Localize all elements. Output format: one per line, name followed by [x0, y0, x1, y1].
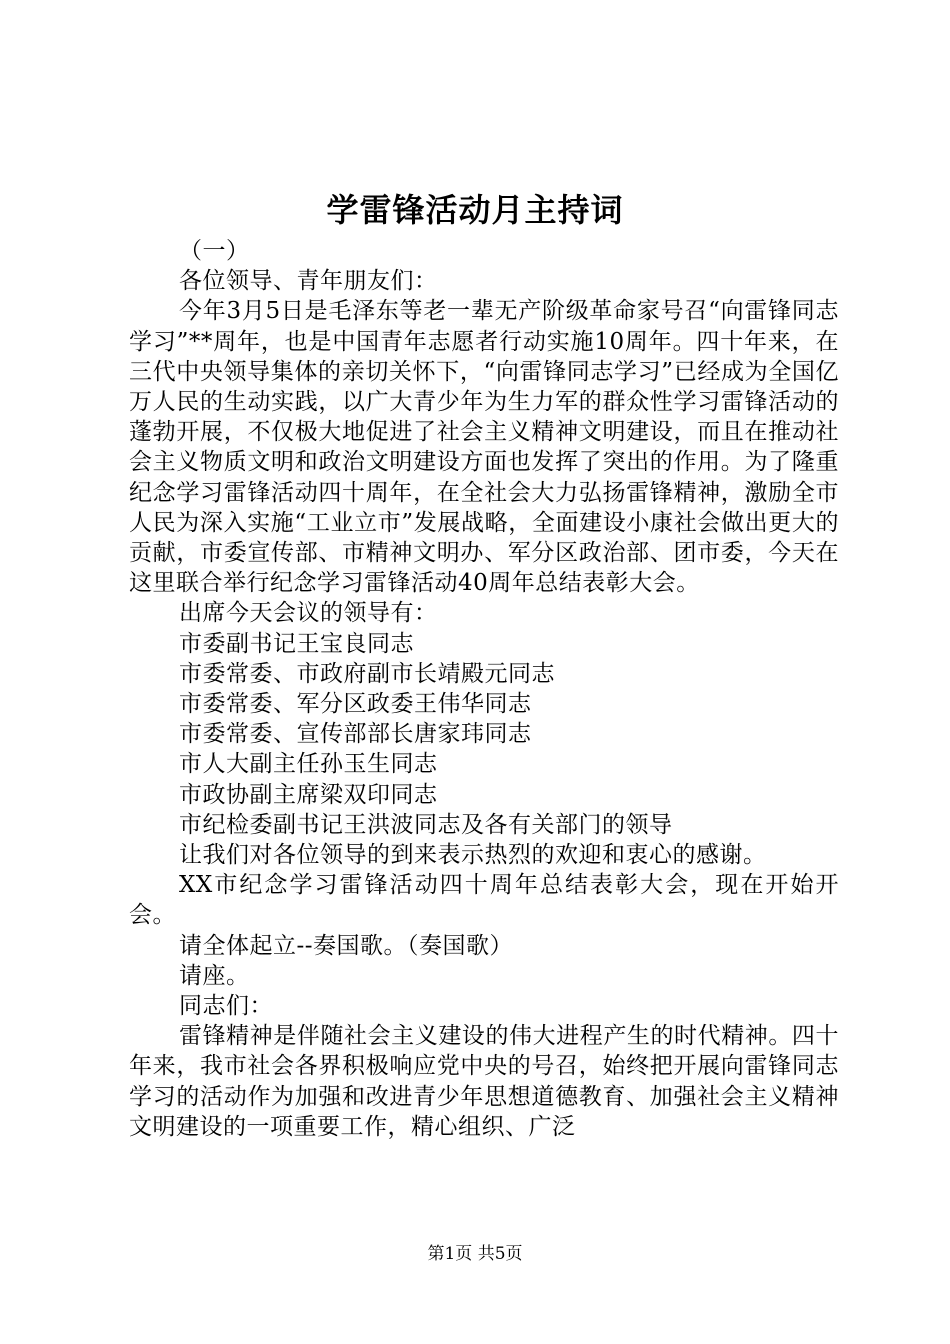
paragraph-leaders-intro: 出席今天会议的领导有：	[179, 600, 438, 627]
paragraph-lei-feng-spirit: 雷锋精神是伴随社会主义建设的伟大进程产生的时代精神。四十年来，我市社会各界积极响应党中央的号召，始终把开展向雷锋同志学习的活动作为加强和改进青少年思想道德教育、加强社会主义精神文明建设的一项重要工作，精心组织、广泛	[129, 1023, 839, 1140]
paragraph-leader: 市人大副主任孙玉生同志	[179, 751, 438, 778]
paragraph-greeting: 各位领导、青年朋友们：	[179, 268, 438, 295]
document-title: 学雷锋活动月主持词	[326, 191, 624, 229]
paragraph-meeting-start: XX市纪念学习雷锋活动四十周年总结表彰大会，现在开始开会。	[129, 872, 839, 929]
paragraph-leader: 市委常委、军分区政委王伟华同志	[179, 691, 532, 718]
paragraph-leader: 市政协副主席梁双印同志	[179, 781, 438, 808]
paragraph-section-marker: （一）	[179, 238, 250, 264]
paragraph-leader: 市委常委、宣传部部长唐家玮同志	[179, 721, 532, 748]
paragraph-comrades: 同志们：	[179, 993, 273, 1020]
paragraph-opening: 今年3月5日是毛泽东等老一辈无产阶级革命家号召“向雷锋同志学习”**周年，也是中国青年志愿者行动实施10周年。四十年来，在三代中央领导集体的亲切关怀下，“向雷锋同志学习”已经成为全国亿万人民的生动实践，以广大青少年为生力军的群众性学习雷锋活动的蓬勃开展，不仅极大地促进了社会主义精神文明建设，而且在推动社会主义物质文明和政治文明建设方面也发挥了突出的作用。为了隆重纪念学习雷锋活动四十周年，在全社会大力弘扬雷锋精神，激励全市人民为深入实施“工业立市”发展战略，全面建设小康社会做出更大的贡献，市委宣传部、市精神文明办、军分区政治部、团市委，今天在这里联合举行纪念学习雷锋活动40周年总结表彰大会。	[129, 298, 839, 597]
paragraph-leader: 市纪检委副书记王洪波同志及各有关部门的领导	[179, 811, 673, 838]
page-number-footer: 第1页 共5页	[427, 1244, 523, 1264]
paragraph-welcome: 让我们对各位领导的到来表示热烈的欢迎和衷心的感谢。	[179, 842, 767, 869]
paragraph-leader: 市委副书记王宝良同志	[179, 630, 414, 657]
document-body	[129, 236, 839, 1142]
paragraph-be-seated: 请座。	[179, 962, 250, 989]
paragraph-leader: 市委常委、市政府副市长靖殿元同志	[179, 660, 555, 687]
paragraph-anthem: 请全体起立--奏国歌。（奏国歌）	[179, 932, 514, 959]
